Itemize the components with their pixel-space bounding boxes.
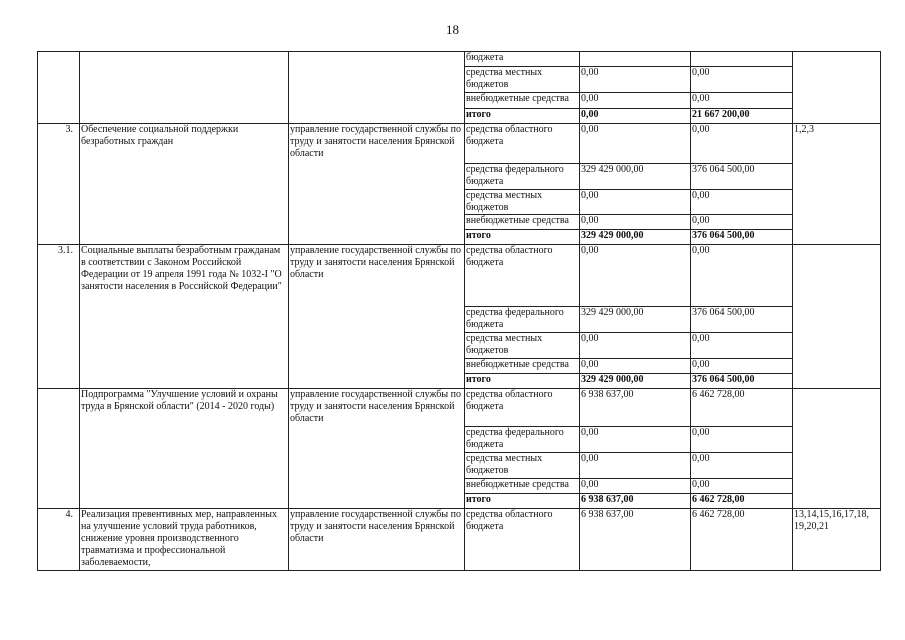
value-cell: 0,00	[580, 479, 691, 494]
source-cell: внебюджетные средства	[465, 479, 580, 494]
value-cell: 6 462 728,00	[691, 509, 793, 571]
value-cell: 0,00	[691, 479, 793, 494]
budget-table	[37, 51, 881, 571]
source-cell: средства федерального бюджета	[465, 307, 580, 333]
table-row	[38, 389, 881, 427]
name-cell: Обеспечение социальной поддержки безработных граждан	[80, 124, 289, 245]
value-cell: 6 462 728,00	[691, 389, 793, 427]
value-cell: 21 667 200,00	[691, 109, 793, 124]
source-cell: средства местных бюджетов	[465, 333, 580, 359]
value-cell: 6 938 637,00	[580, 389, 691, 427]
executor-cell: управление государственной службы по труду и занятости населения Брянской области	[289, 389, 465, 509]
number-cell: 3.1.	[38, 245, 80, 389]
value-cell: 0,00	[691, 93, 793, 109]
value-cell: 329 429 000,00	[580, 307, 691, 333]
table-row	[38, 509, 881, 571]
source-cell: итого	[465, 109, 580, 124]
source-cell: внебюджетные средства	[465, 215, 580, 230]
source-cell: средства областного бюджета	[465, 124, 580, 164]
name-cell: Социальные выплаты безработным гражданам в соответствии с Законом Российской Федерации от 19 апреля 1991 года № 1032-I "О занятости населения в Российской Федерации"	[80, 245, 289, 389]
source-cell: итого	[465, 230, 580, 245]
value-cell: 6 938 637,00	[580, 509, 691, 571]
value-cell: 0,00	[580, 93, 691, 109]
value-cell: 0,00	[691, 190, 793, 215]
value-cell: 0,00	[580, 333, 691, 359]
executor-cell: управление государственной службы по труду и занятости населения Брянской области	[289, 509, 465, 571]
value-cell: 0,00	[580, 359, 691, 374]
name-cell	[80, 52, 289, 124]
executor-cell: управление государственной службы по труду и занятости населения Брянской области	[289, 124, 465, 245]
source-cell: итого	[465, 494, 580, 509]
number-cell: 4.	[38, 509, 80, 571]
source-cell: итого	[465, 374, 580, 389]
value-cell: 0,00	[580, 190, 691, 215]
executor-cell: управление государственной службы по труду и занятости населения Брянской области	[289, 245, 465, 389]
value-cell: 376 064 500,00	[691, 307, 793, 333]
value-cell: 0,00	[691, 427, 793, 453]
table-row	[38, 245, 881, 307]
value-cell: 329 429 000,00	[580, 374, 691, 389]
source-cell: средства местных бюджетов	[465, 67, 580, 93]
value-cell: 0,00	[691, 453, 793, 479]
value-cell: 376 064 500,00	[691, 374, 793, 389]
value-cell: 0,00	[580, 427, 691, 453]
page-number: 18	[446, 22, 459, 37]
value-cell: 376 064 500,00	[691, 164, 793, 190]
name-cell: Подпрограмма "Улучшение условий и охраны труда в Брянской области" (2014 - 2020 годы)	[80, 389, 289, 509]
value-cell: 0,00	[691, 333, 793, 359]
value-cell: 0,00	[691, 67, 793, 93]
value-cell: 0,00	[691, 215, 793, 230]
value-cell	[580, 52, 691, 67]
source-cell: средства федерального бюджета	[465, 164, 580, 190]
indicators-cell: 13,14,15,16,17,18, 19,20,21	[793, 509, 881, 571]
value-cell: 376 064 500,00	[691, 230, 793, 245]
indicators-cell	[793, 52, 881, 124]
value-cell: 0,00	[580, 109, 691, 124]
value-cell: 0,00	[580, 453, 691, 479]
source-cell: бюджета	[465, 52, 580, 67]
value-cell	[691, 52, 793, 67]
number-cell	[38, 389, 80, 509]
value-cell: 0,00	[580, 245, 691, 307]
source-cell: внебюджетные средства	[465, 359, 580, 374]
value-cell: 0,00	[580, 215, 691, 230]
source-cell: средства местных бюджетов	[465, 453, 580, 479]
table-row	[38, 124, 881, 164]
indicators-cell: 1,2,3	[793, 124, 881, 245]
table-row	[38, 52, 881, 67]
value-cell: 0,00	[691, 359, 793, 374]
source-cell: средства областного бюджета	[465, 389, 580, 427]
source-cell: средства местных бюджетов	[465, 190, 580, 215]
value-cell: 329 429 000,00	[580, 164, 691, 190]
value-cell: 0,00	[691, 124, 793, 164]
value-cell: 329 429 000,00	[580, 230, 691, 245]
value-cell: 0,00	[580, 124, 691, 164]
name-cell: Реализация превентивных мер, направленных на улучшение условий труда работников, снижение уровня производственного травматизма и профессиональной заболеваемости,	[80, 509, 289, 571]
value-cell: 6 938 637,00	[580, 494, 691, 509]
source-cell: средства областного бюджета	[465, 509, 580, 571]
source-cell: внебюджетные средства	[465, 93, 580, 109]
executor-cell	[289, 52, 465, 124]
number-cell: 3.	[38, 124, 80, 245]
indicators-cell	[793, 389, 881, 509]
value-cell: 0,00	[691, 245, 793, 307]
indicators-cell	[793, 245, 881, 389]
value-cell: 6 462 728,00	[691, 494, 793, 509]
value-cell: 0,00	[580, 67, 691, 93]
source-cell: средства областного бюджета	[465, 245, 580, 307]
source-cell: средства федерального бюджета	[465, 427, 580, 453]
number-cell	[38, 52, 80, 124]
